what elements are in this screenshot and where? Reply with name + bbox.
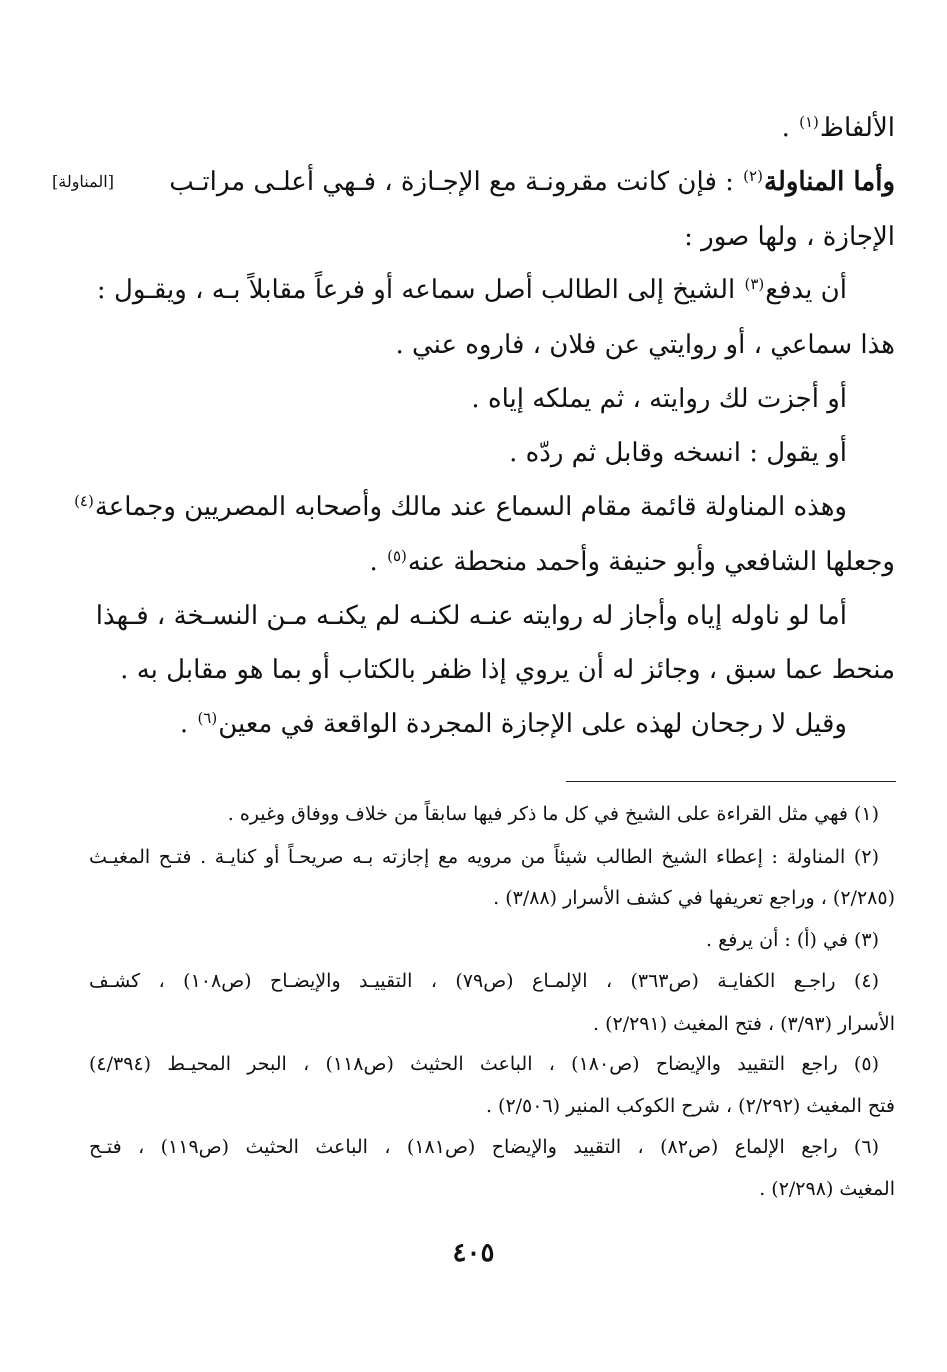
footnote-ref-6[interactable]: (٦) — [197, 709, 218, 727]
text: . — [179, 709, 197, 739]
footnote-ref-3[interactable]: (٣) — [744, 275, 765, 293]
body-line-6 — [135, 382, 847, 416]
text: أن يدفع — [765, 275, 847, 305]
text: الشيخ إلى الطالب أصل سماعه أو فرعاً مقابلاً بـه ، ويقـول : — [96, 275, 744, 305]
text: وقيل لا رجحان لهذه على الإجازة المجردة الواقعة في معين — [218, 709, 847, 739]
footnote-4-line-1: (٤) راجـع الكفايـة (ص٣٦٣) ، الإلمـاع (ص٧٩) ، التقييـد والإيضـاح (ص١٠٨) ، كشـف — [89, 970, 880, 992]
footnote-separator — [566, 781, 896, 782]
text: الألفاظ — [819, 113, 895, 143]
body-line-1 — [135, 111, 895, 145]
footnote-2-line-2: (٢/٢٨٥) ، وراجع تعريفها في كشف الأسرار (٣/٨٨) . — [493, 887, 895, 909]
footnote-ref-2[interactable]: (٢) — [743, 167, 763, 185]
text: الإجازة ، ولها صور : — [684, 222, 895, 252]
footnote-5-line-2: فتح المغيث (٢/٢٩٢) ، شرح الكوكب المنير (٢/٥٠٦) . — [485, 1095, 895, 1117]
body-line-7 — [135, 436, 847, 470]
text: وهذه المناولة قائمة مقام السماع عند مالك وأصحابه المصريين وجماعة — [94, 492, 847, 522]
footnote-6-line-2: المغيث (٢/٢٩٨) . — [759, 1178, 895, 1200]
text: أما لو ناوله إياه وأجاز له روايته عنـه لكنـه لم يكنـه مـن النسـخة ، فـهذا — [95, 601, 847, 631]
footnote-ref-5[interactable]: (٥) — [387, 547, 407, 565]
body-line-4 — [96, 273, 847, 307]
body-line-10 — [95, 599, 847, 633]
text: هذا سماعي ، أو روايتي عن فلان ، فاروه عني . — [395, 330, 895, 360]
body-line-2 — [169, 165, 895, 199]
page-number: ٤٠٥ — [452, 1238, 495, 1268]
text: . — [369, 547, 387, 577]
body-line-8 — [74, 490, 847, 524]
text: : فإن كانت مقرونـة مع الإجـازة ، فـهي أعلـى مراتـب — [169, 167, 743, 197]
body-line-9 — [135, 545, 895, 579]
footnote-2-line-1: (٢) المناولة : إعطاء الشيخ الطالب شيئاً من مرويه مع إجازته بـه صريحـاً أو كنايـة . فتـح المغيـث — [89, 846, 879, 868]
text: أو أجزت لك روايته ، ثم يملكه إياه . — [471, 384, 847, 414]
body-line-5 — [135, 328, 895, 362]
footnote-5-line-1: (٥) راجع التقييد والإيضاح (ص١٨٠) ، الباعث الحثيث (ص١١٨) ، البحر المحيـط (٤/٣٩٤) — [89, 1053, 879, 1075]
footnote-4-line-2: الأسرار (٣/٩٣) ، فتح المغيث (٢/٢٩١) . — [592, 1013, 895, 1035]
margin-note: [المناولة] — [52, 172, 114, 191]
footnote-1: (١) فهي مثل القراءة على الشيخ في كل ما ذكر فيها سابقاً من خلاف ووفاق وغيره . — [227, 803, 879, 825]
footnote-ref-4[interactable]: (٤) — [74, 492, 94, 510]
footnote-3: (٣) في (أ) : أن يرفع . — [706, 929, 879, 951]
body-line-12 — [135, 707, 847, 741]
text: منحط عما سبق ، وجائز له أن يروي إذا ظفر بالكتاب أو بما هو مقابل به . — [120, 655, 895, 685]
footnote-6-line-1: (٦) راجع الإلماع (ص٨٢) ، التقييد والإيضاح (ص١٨١) ، الباعث الحثيث (ص١١٩) ، فتـح — [89, 1136, 879, 1158]
text: . — [781, 113, 799, 143]
section-heading-munawala: وأما المناولة — [763, 167, 895, 197]
text: وجعلها الشافعي وأبو حنيفة وأحمد منحطة عنه — [407, 547, 895, 577]
footnote-ref-1[interactable]: (١) — [799, 113, 819, 131]
body-line-3 — [135, 220, 895, 254]
body-line-11 — [120, 653, 895, 687]
text: أو يقول : انسخه وقابل ثم ردّه . — [509, 438, 847, 468]
